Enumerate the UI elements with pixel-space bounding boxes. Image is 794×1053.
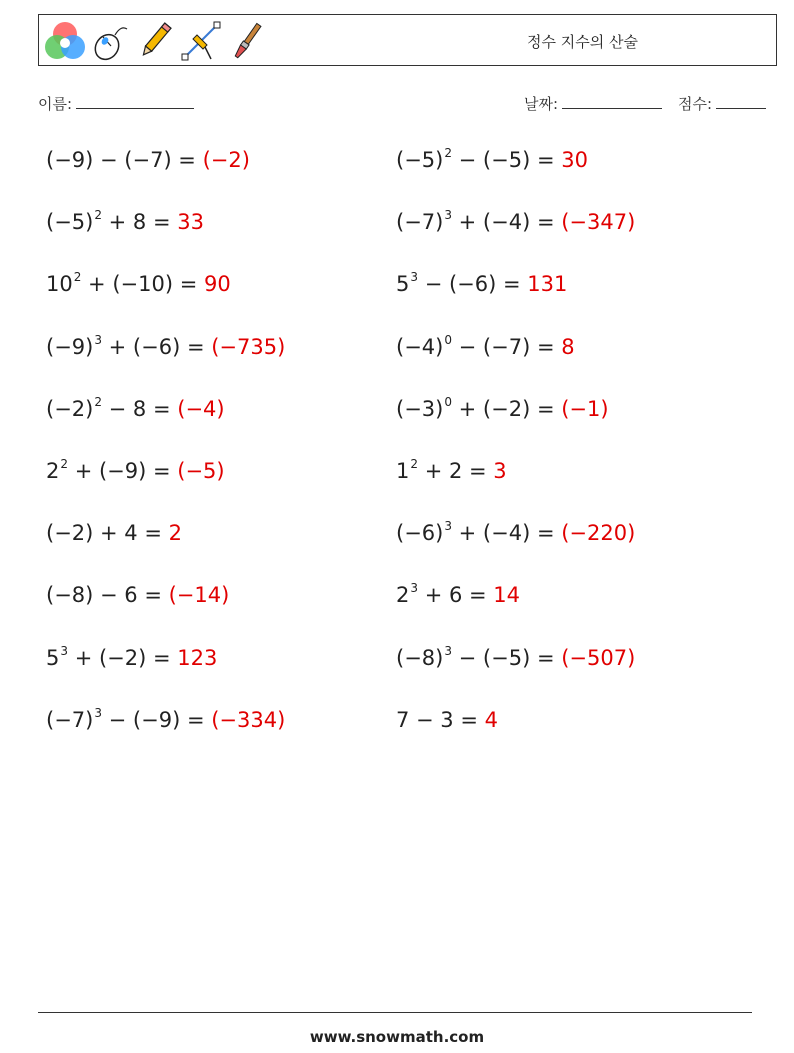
problem-base: (−7)	[46, 707, 94, 732]
problem-exponent: 3	[444, 519, 452, 534]
problem-answer: (−5)	[177, 459, 225, 483]
problem-expression: + (−10) =	[81, 272, 204, 297]
problem-item	[46, 521, 182, 545]
problem-answer: 2	[168, 521, 182, 546]
problem-base: 2	[396, 583, 410, 608]
date-label: 날짜:	[524, 95, 559, 113]
problem-exponent: 3	[94, 332, 102, 347]
date-field	[524, 93, 662, 114]
problem-expression: − (−9) =	[101, 707, 212, 732]
vector-pen-icon	[179, 19, 223, 63]
problem-base: 10	[46, 272, 73, 297]
problem-base: (−5)	[396, 148, 444, 172]
problem-item	[46, 148, 250, 172]
header-icons	[43, 19, 267, 63]
problem-exponent: 3	[410, 581, 419, 596]
problem-item	[396, 459, 507, 483]
problem-base: (−9)	[46, 334, 94, 359]
problem-answer: 131	[527, 272, 568, 297]
problem-answer: (−507)	[561, 645, 636, 670]
problem-item	[396, 643, 636, 670]
paintbrush-icon	[227, 19, 267, 63]
problem-item	[396, 272, 567, 296]
problem-base: (−5)	[46, 210, 94, 235]
problem-answer: 4	[484, 707, 498, 732]
problem-exponent: 3	[94, 705, 102, 720]
score-field	[678, 93, 766, 114]
problem-answer: 123	[177, 645, 218, 670]
problem-base: 1	[396, 459, 410, 483]
problem-expression: (−9) − (−7) =	[46, 148, 203, 172]
problem-item	[46, 643, 218, 670]
problem-item	[46, 272, 231, 296]
problem-exponent: 2	[94, 394, 102, 409]
footer-divider	[38, 1012, 752, 1013]
problem-base: (−2)	[46, 396, 94, 421]
problem-exponent: 3	[444, 208, 452, 223]
problem-base: (−7)	[396, 210, 444, 235]
problem-item	[46, 705, 286, 732]
problem-item	[46, 332, 286, 359]
problem-item	[46, 459, 225, 483]
mouse-icon	[91, 19, 131, 63]
problem-exponent: 2	[444, 146, 452, 160]
problem-item	[396, 521, 635, 545]
problem-exponent: 3	[410, 270, 419, 285]
problem-exponent: 2	[94, 208, 102, 223]
problem-answer: (−2)	[202, 148, 250, 172]
footer-url: www.snowmath.com	[309, 1028, 485, 1046]
score-label: 점수:	[678, 95, 713, 113]
problem-item	[396, 708, 498, 732]
problem-item	[46, 210, 204, 234]
problem-answer: (−735)	[211, 334, 286, 359]
worksheet-header	[38, 14, 777, 66]
problem-item	[396, 148, 588, 172]
problem-expression: + (−9) =	[68, 459, 178, 483]
problem-expression: + 8 =	[101, 210, 178, 235]
score-blank	[716, 94, 766, 109]
problem-item	[46, 583, 229, 607]
problem-base: (−4)	[396, 334, 444, 359]
problem-base: (−8)	[396, 645, 444, 670]
problem-expression: 7 − 3 =	[396, 707, 485, 732]
problem-answer: (−334)	[211, 707, 286, 732]
problem-answer: 8	[561, 334, 575, 359]
problem-base: (−3)	[396, 396, 444, 421]
problem-answer: 3	[493, 459, 507, 483]
problem-expression: − (−5) =	[451, 148, 562, 172]
problem-exponent: 0	[444, 332, 452, 347]
problem-item	[396, 394, 609, 421]
problem-exponent: 2	[410, 457, 419, 471]
color-circles-icon	[43, 19, 87, 63]
name-blank	[76, 94, 194, 109]
date-blank	[562, 94, 662, 109]
problem-item	[46, 394, 225, 421]
problem-expression: (−2) + 4 =	[46, 521, 169, 546]
problem-base: 2	[46, 459, 60, 483]
problem-base: 5	[46, 645, 60, 670]
pencil-icon	[135, 19, 175, 63]
problem-expression: + (−4) =	[451, 521, 562, 546]
problem-expression: − (−7) =	[451, 334, 562, 359]
problem-exponent: 3	[60, 643, 69, 658]
problem-expression: − (−5) =	[451, 645, 562, 670]
problem-answer: 90	[203, 272, 231, 297]
problem-answer: 30	[561, 148, 588, 172]
problem-exponent: 2	[73, 270, 82, 285]
problem-answer: 14	[493, 583, 521, 608]
problem-answer: (−4)	[177, 396, 225, 421]
problem-expression: + (−6) =	[101, 334, 212, 359]
problem-item	[396, 583, 520, 607]
problem-expression: − (−6) =	[418, 272, 528, 297]
name-label: 이름:	[38, 95, 73, 113]
problem-item	[396, 332, 575, 359]
problem-expression: + (−2) =	[451, 396, 562, 421]
problem-exponent: 2	[60, 457, 69, 471]
page-title: 정수 지수의 산술	[527, 33, 638, 51]
name-field	[38, 93, 194, 114]
problem-expression: − 8 =	[101, 396, 178, 421]
problem-base: (−6)	[396, 521, 444, 546]
problem-expression: + 6 =	[418, 583, 494, 608]
problem-expression: (−8) − 6 =	[46, 583, 169, 608]
problem-item	[396, 210, 635, 234]
problem-exponent: 3	[444, 643, 452, 658]
problem-answer: (−220)	[561, 521, 636, 546]
problem-expression: + (−4) =	[451, 210, 562, 235]
problem-answer: (−347)	[561, 210, 636, 235]
problem-exponent: 0	[444, 394, 452, 409]
problem-expression: + 2 =	[418, 459, 494, 483]
problem-answer: (−1)	[561, 396, 609, 421]
problem-base: 5	[396, 272, 410, 297]
problem-answer: 33	[177, 210, 204, 235]
problem-expression: + (−2) =	[68, 645, 178, 670]
problem-answer: (−14)	[168, 583, 230, 608]
